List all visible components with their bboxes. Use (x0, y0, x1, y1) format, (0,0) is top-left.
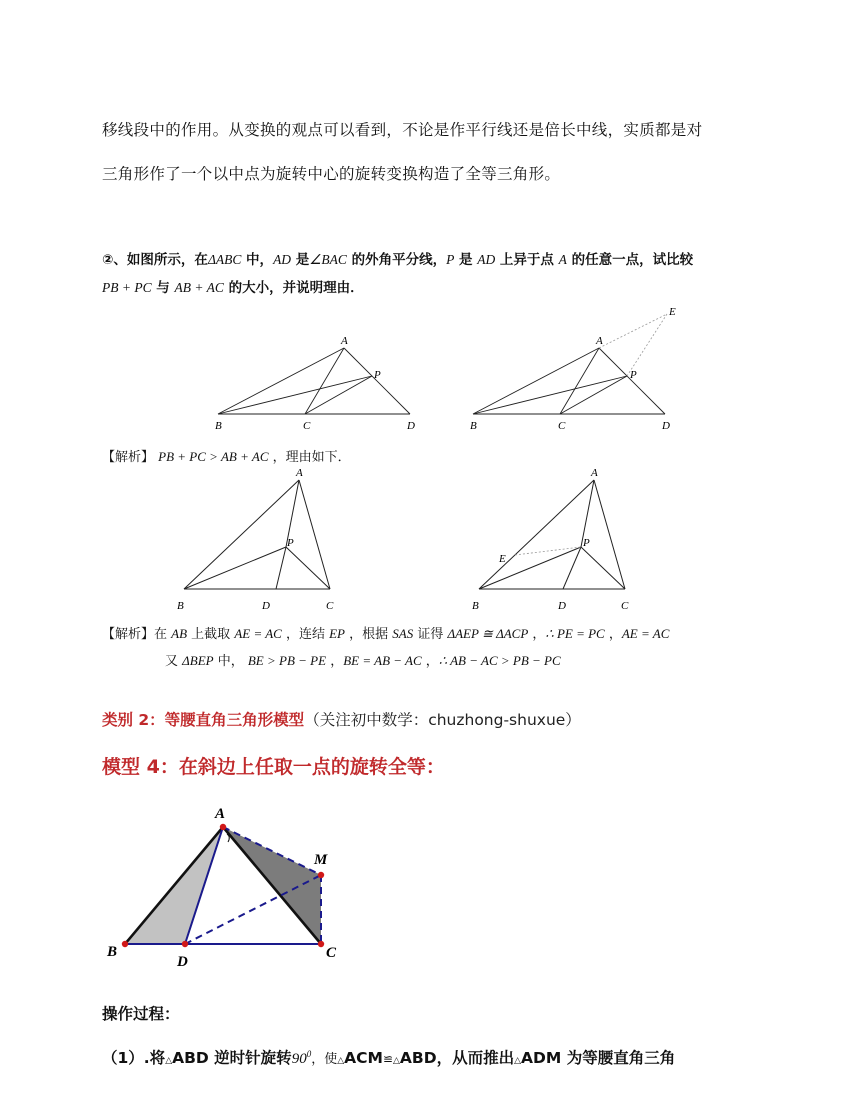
label-p: P (374, 369, 381, 381)
problem-text: 是 (291, 252, 310, 268)
point-a (220, 824, 226, 830)
solution-text: ，连结 (281, 627, 330, 642)
step-text: ADM 为等腰直角三角 (521, 1049, 676, 1067)
segment-bp (184, 547, 286, 589)
segment-ep-dotted (627, 314, 667, 376)
label-d: D (662, 420, 670, 432)
math-ab: AB (171, 626, 188, 641)
operation-title: 操作过程： (102, 1005, 180, 1023)
segment-dp (276, 547, 286, 589)
problem-number: ②、如图所示，在 (102, 252, 208, 268)
figure-2-left (170, 465, 350, 615)
solution-text: ，理由如下． (272, 450, 351, 465)
label-d: D (558, 600, 566, 612)
label-c: C (326, 945, 337, 961)
congruent-symbol: ≌ (382, 1052, 393, 1066)
math-conclusion: ∴ AB − AC > PB − PC (438, 653, 561, 668)
triangle-symbol: △ (514, 1056, 522, 1066)
point-c (318, 941, 324, 947)
point-m (318, 872, 324, 878)
problem-text: 的外角平分线， (346, 252, 447, 268)
math-degree-sup: 0 (306, 1048, 312, 1059)
triangle-symbol: △ (392, 1056, 400, 1066)
solution-text: ，根据 (345, 627, 393, 642)
label-p: P (583, 537, 590, 549)
segment-ae-dotted (599, 314, 667, 348)
category-title: 类别 2：等腰直角三角形模型 (102, 711, 305, 729)
operation-step-1 (102, 1046, 675, 1068)
solution-text: ， (604, 627, 622, 642)
label-d: D (262, 600, 270, 612)
solution-text: 在 (154, 627, 172, 642)
label-e: E (669, 306, 676, 318)
solution-tag: 【解析】 (102, 627, 155, 642)
triangle-symbol: △ (165, 1056, 173, 1066)
label-e: E (499, 553, 506, 565)
math-ineq-1: BE > PB − PE (247, 653, 327, 668)
label-c: C (303, 420, 311, 432)
segment-ab (479, 480, 594, 589)
problem-text: 中， (241, 252, 274, 268)
math-pepc: ∴ PE = PC (545, 626, 605, 641)
segment-cp (305, 376, 372, 414)
problem-text: 上异于点 (495, 252, 559, 268)
math-tri: ΔABC (207, 252, 242, 267)
solution-2-line-2 (165, 650, 561, 669)
label-b: B (470, 420, 477, 432)
segment-bp (218, 376, 372, 414)
problem-line-2 (102, 276, 364, 296)
problem-text: 是 (454, 252, 478, 268)
solution-text: ， (421, 654, 439, 669)
math-angle: ∠BAC (309, 252, 347, 267)
segment-bp (473, 376, 627, 414)
label-m: M (314, 852, 328, 868)
figure-1-right (455, 300, 685, 435)
segment-ac (594, 480, 625, 589)
math-p: P (446, 252, 455, 267)
solution-text: ， (326, 654, 344, 669)
segment-cp (286, 547, 330, 589)
segment-ac (299, 480, 330, 589)
label-b: B (215, 420, 222, 432)
label-b: B (472, 600, 479, 612)
intro-line-2: 三角形作了一个以中点为旋转中心的旋转变换构造了全等三角形。 (102, 165, 561, 183)
intro-line-1: 移线段中的作用。从变换的观点可以看到，不论是作平行线还是倍长中线，实质都是对 (102, 121, 703, 139)
label-a: A (341, 335, 348, 347)
point-d (182, 941, 188, 947)
segment-ba (473, 348, 599, 414)
label-c: C (558, 420, 566, 432)
math-ineq-2: BE = AB − AC (343, 653, 422, 668)
label-d: D (177, 954, 188, 970)
model-heading: 模型 4：在斜边上任取一点的旋转全等： (102, 756, 445, 778)
problem-text: 的大小，并说明理由． (223, 280, 364, 296)
solution-tag: 【解析】 (102, 450, 155, 465)
step-text: ABD，从而推出 (399, 1049, 515, 1067)
math-ad: AD (477, 252, 496, 267)
category-heading (102, 708, 581, 730)
math-abac: AB + AC (174, 280, 224, 295)
figure-2-right (465, 465, 645, 615)
figure-model-4 (100, 800, 360, 975)
step-text: （1）.将 (102, 1049, 166, 1067)
label-a: A (296, 467, 303, 479)
math-sas: SAS (392, 626, 414, 641)
math-congruence: ΔAEP ≅ ΔACP (447, 626, 529, 641)
segment-ba (218, 348, 344, 414)
triangle-symbol: △ (337, 1056, 345, 1066)
segment-ad (344, 348, 410, 414)
math-aeac: AE = AC (234, 626, 282, 641)
math-ad: AD (273, 252, 292, 267)
segment-ad (599, 348, 665, 414)
math-pbpc: PB + PC (102, 280, 152, 295)
label-a: A (591, 467, 598, 479)
label-b: B (107, 944, 118, 960)
category-note: （关注初中数学：chuzhong-shuxue） (304, 711, 581, 729)
solution-text: 又 (165, 654, 183, 669)
math-inequality: PB + PC > AB + AC (158, 449, 269, 464)
solution-2-line-1 (102, 623, 669, 642)
segment-ab (184, 480, 299, 589)
solution-1 (102, 446, 351, 465)
math-aeac: AE = AC (621, 626, 670, 641)
problem-text: 的任意一点，试比较 (566, 252, 694, 268)
label-c: C (621, 600, 629, 612)
problem-text: 与 (151, 280, 175, 296)
label-p: P (287, 537, 294, 549)
label-p: P (630, 369, 637, 381)
figure-1-left (200, 330, 430, 435)
step-text: ACM (344, 1049, 383, 1067)
label-a: A (596, 335, 603, 347)
step-text: ABD 逆时针旋转 (172, 1049, 292, 1067)
math-a: A (558, 252, 567, 267)
segment-cp (581, 547, 625, 589)
label-b: B (177, 600, 184, 612)
solution-text: ， (528, 627, 546, 642)
label-c: C (326, 600, 334, 612)
math-ep: EP (329, 626, 345, 641)
step-text: ，使 (311, 1052, 338, 1067)
math-bep: ΔBEP (182, 653, 214, 668)
solution-text: 证得 (413, 627, 448, 642)
label-a: A (215, 806, 226, 822)
segment-cp (560, 376, 627, 414)
solution-text: 中， (213, 654, 248, 669)
problem-line-1 (102, 248, 693, 268)
solution-text: 上截取 (187, 627, 235, 642)
label-d: D (407, 420, 415, 432)
math-degree: 90 (291, 1051, 307, 1067)
point-b (122, 941, 128, 947)
